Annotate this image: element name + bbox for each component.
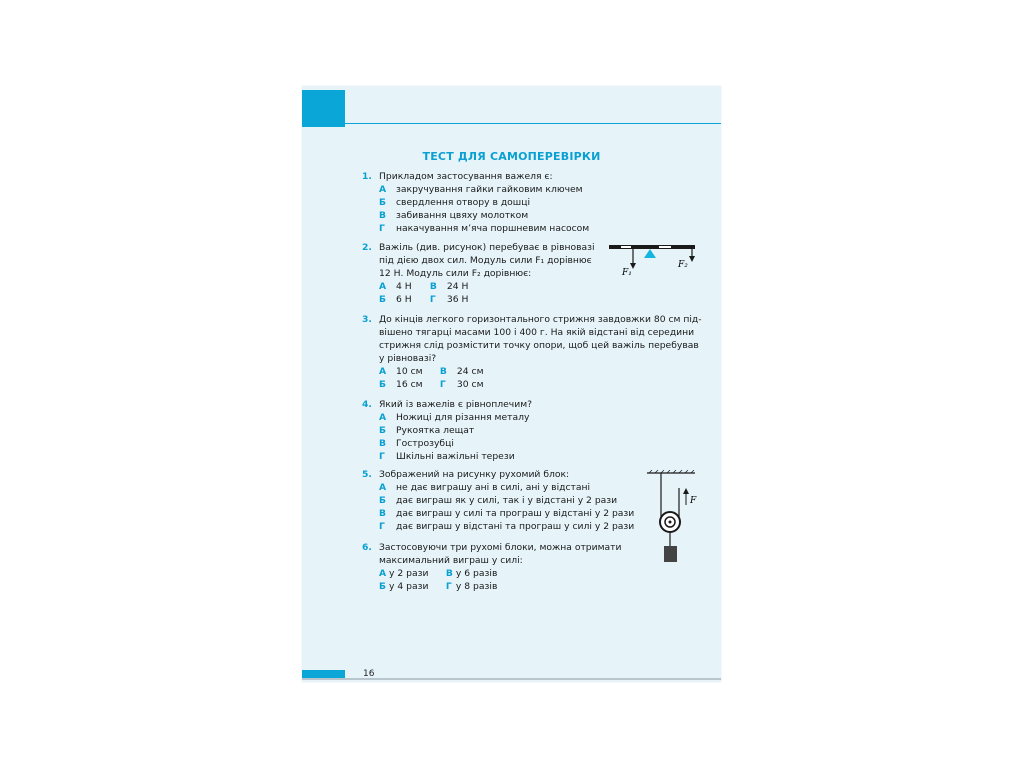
option-a [379,365,429,378]
option-text: не дає виграшу ані в силі, ані у відстані [396,482,591,493]
option-d [379,450,532,463]
option-text: у 8 разів [455,581,498,592]
option-text: дає виграш у силі та програш у відстані у 2 рази [396,508,635,519]
option-text: накачування м’яча поршневим насосом [396,223,590,234]
option-letter: Б [379,581,387,592]
option-text: Рукоятка лещат [396,425,475,436]
force-1-label: F₁ [622,268,632,278]
weight-block [664,546,677,562]
movable-pulley-figure [645,470,701,566]
option-b [379,378,429,391]
option-letter: Г [379,223,385,234]
question-number: 1. [362,171,372,182]
option-row [379,280,595,293]
question-text: Який із важелів є рівноплечим? [379,399,533,410]
option-letter: А [379,568,387,579]
option-letter: Б [379,425,387,436]
option-text: у 2 рази [389,568,429,579]
option-text: Гострозубці [396,438,454,449]
option-text: дає виграш у відстані та програш у силі у 2 рази [396,521,635,532]
option-b [379,494,634,507]
option-text: Ножиці для різання металу [396,412,530,423]
option-letter: Г [379,451,385,462]
lever-figure [607,241,699,279]
option-text: 4 Н [396,281,412,292]
question-text-line: максимальний виграш у силі: [379,555,523,566]
option-letter: Б [379,197,387,208]
question-text-line: під дією двох сил. Модуль сили F₁ дорівнює [379,255,592,266]
question-2 [362,241,595,306]
question-5 [362,468,634,533]
option-b [379,293,419,306]
lever-gap [621,246,631,248]
option-letter: А [379,482,387,493]
lever-gap [659,246,671,248]
question-number: 2. [362,242,372,253]
question-text-line: вішено тягарці масами 100 і 400 г. На якій відстані від середини [379,327,695,338]
option-d [379,520,634,533]
option-text: 30 см [456,379,484,390]
option-a [379,567,435,580]
question-text: Прикладом застосування важеля є: [379,171,553,182]
question-number: 4. [362,399,372,410]
option-text: у 4 рази [389,581,429,592]
header-corner-block [302,90,345,127]
question-4 [362,398,532,463]
option-d [440,378,484,391]
question-text: Зображений на рисунку рухомий блок: [379,469,570,480]
pulley-axle [669,521,672,524]
option-letter: В [439,366,447,377]
page-title: ТЕСТ ДЛЯ САМОПЕРЕВІРКИ [422,150,601,163]
option-letter: В [379,508,387,519]
force-arrow-2-head [689,256,695,262]
option-letter: В [379,210,387,221]
option-d [379,222,589,235]
option-letter: В [429,281,437,292]
option-letter: Б [379,379,387,390]
question-number: 5. [362,469,372,480]
question-text-line: 12 Н. Модуль сили F₂ дорівнює: [379,268,532,279]
option-c [440,365,484,378]
option-text: 6 Н [396,294,412,305]
option-a [379,481,634,494]
question-text-line: у рівновазі? [379,353,437,364]
option-letter: А [379,366,387,377]
option-row [379,293,595,306]
option-text: дає виграш як у силі, так і у відстані у 2 рази [396,495,618,506]
force-2-label: F₂ [678,260,688,270]
option-letter: А [379,412,387,423]
option-text: 24 см [456,366,484,377]
option-row [379,567,622,580]
option-letter: В [445,568,453,579]
question-number: 3. [362,314,372,325]
force-arrow-head [683,488,689,494]
option-a [379,280,419,293]
option-c [379,437,532,450]
question-text-line: стрижня слід розмістити точку опори, щоб цей важіль перебував [379,340,699,351]
question-1 [362,170,589,235]
option-text: 10 см [396,366,423,377]
option-row [379,378,702,391]
question-text-line: Застосовуючи три рухомі блоки, можна отримати [379,542,622,553]
force-label: F [690,496,697,506]
header-rule [302,123,721,124]
option-b [379,580,435,593]
option-text: 16 см [396,379,423,390]
option-text: у 6 разів [455,568,498,579]
option-a [379,183,589,196]
question-3 [362,313,702,391]
page-number: 16 [363,669,375,679]
option-letter: Б [379,294,387,305]
option-b [379,424,532,437]
option-c [379,209,589,222]
option-c [379,507,634,520]
option-letter: А [379,281,387,292]
option-letter: В [379,438,387,449]
option-text: закручування гайки гайковим ключем [396,184,583,195]
option-text: забивання цвяху молотком [396,210,529,221]
question-number: 6. [362,542,372,553]
option-c [430,280,469,293]
option-row [379,365,702,378]
option-d [430,293,469,306]
option-text: 36 Н [446,294,469,305]
textbook-page [302,86,721,682]
option-text: свердлення отвору в дошці [396,197,531,208]
option-letter: Г [445,581,452,592]
option-b [379,196,589,209]
option-row [379,580,622,593]
lever-pivot [644,249,656,258]
option-letter: Г [429,294,436,305]
question-text-line: До кінців легкого горизонтального стрижня завдовжки 80 см під- [379,314,702,325]
option-letter: Г [379,521,385,532]
option-a [379,411,532,424]
option-text: 24 Н [446,281,469,292]
question-text-line: Важіль (див. рисунок) перебуває в рівновазі [379,242,595,253]
option-c [446,567,497,580]
option-text: Шкільні важільні терези [396,451,515,462]
option-letter: Б [379,495,387,506]
option-d [446,580,497,593]
question-6 [362,541,622,593]
option-letter: Г [439,379,446,390]
option-letter: А [379,184,387,195]
